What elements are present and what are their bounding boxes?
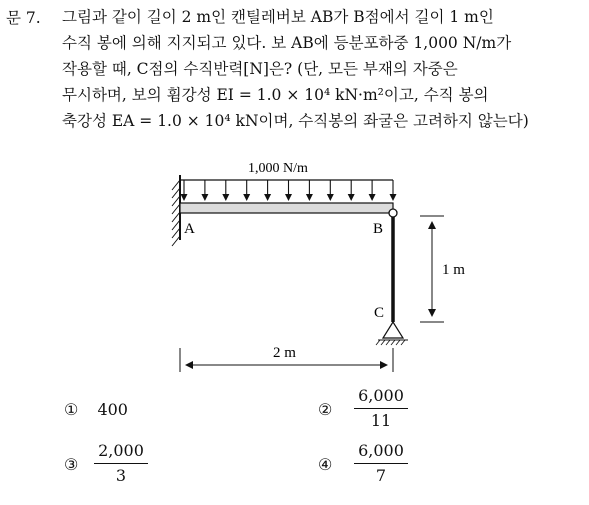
load-arrow-head [369, 194, 376, 201]
load-label: 1,000 N/m [248, 161, 308, 176]
beam-ab [180, 203, 393, 213]
choice-3[interactable] [64, 455, 78, 474]
choice-3-fraction [94, 440, 148, 487]
pin-support-c [376, 322, 408, 345]
load-arrow-head [285, 194, 292, 201]
choice-1[interactable] [64, 400, 128, 419]
choice-4[interactable] [318, 455, 332, 474]
load-arrow-head [264, 194, 271, 201]
label-b: B [373, 221, 384, 237]
beam-length-label: 2 m [273, 345, 296, 361]
choice-2-numerator: 6,000 [358, 386, 404, 405]
load-arrow-head [243, 194, 250, 201]
choice-2[interactable] [318, 400, 332, 419]
label-a: A [184, 221, 195, 237]
distributed-load [180, 180, 397, 201]
label-c: C [374, 305, 385, 321]
fixed-wall [172, 175, 180, 246]
choice-4-marker: ④ [318, 455, 333, 474]
choice-2-denominator: 11 [370, 411, 392, 430]
load-arrow-head [181, 194, 188, 201]
choice-4-fraction [354, 440, 408, 487]
choice-2-fraction [354, 385, 408, 432]
question-line-5: 축강성 EA = 1.0 × 10⁴ kN이며, 수직봉의 좌굴은 고려하지 않는다) [62, 112, 529, 130]
load-arrow-head [390, 194, 397, 201]
load-arrow-head [222, 194, 229, 201]
choice-3-numerator: 2,000 [98, 441, 144, 460]
rod-length-dimension [420, 216, 444, 322]
choice-1-value: 400 [97, 400, 128, 419]
question-line-1: 그림과 같이 길이 2 m인 캔틸레버보 AB가 B점에서 길이 1 m인 [62, 8, 494, 26]
choice-3-marker: ③ [64, 455, 79, 474]
load-arrow-head [306, 194, 313, 201]
choice-4-numerator: 6,000 [358, 441, 404, 460]
choice-1-marker: ① [64, 400, 79, 419]
question-line-4: 무시하며, 보의 휨강성 EI = 1.0 × 10⁴ kN·m²이고, 수직 봉의 [62, 86, 489, 104]
load-arrow-head [327, 194, 334, 201]
choice-3-denominator: 3 [115, 466, 127, 485]
load-arrow-head [201, 194, 208, 201]
question-line-2: 수직 봉에 의해 지지되고 있다. 보 AB에 등분포하중 1,000 N/m가 [62, 34, 512, 52]
rod-length-label: 1 m [442, 262, 465, 278]
load-arrow-head [348, 194, 355, 201]
choice-4-denominator: 7 [375, 466, 387, 485]
question-number: 문 7. [6, 9, 41, 27]
choice-2-marker: ② [318, 400, 333, 419]
hinge-b [389, 209, 397, 217]
question-line-3: 작용할 때, C점의 수직반력[N]은? (단, 모든 부재의 자중은 [62, 60, 458, 78]
